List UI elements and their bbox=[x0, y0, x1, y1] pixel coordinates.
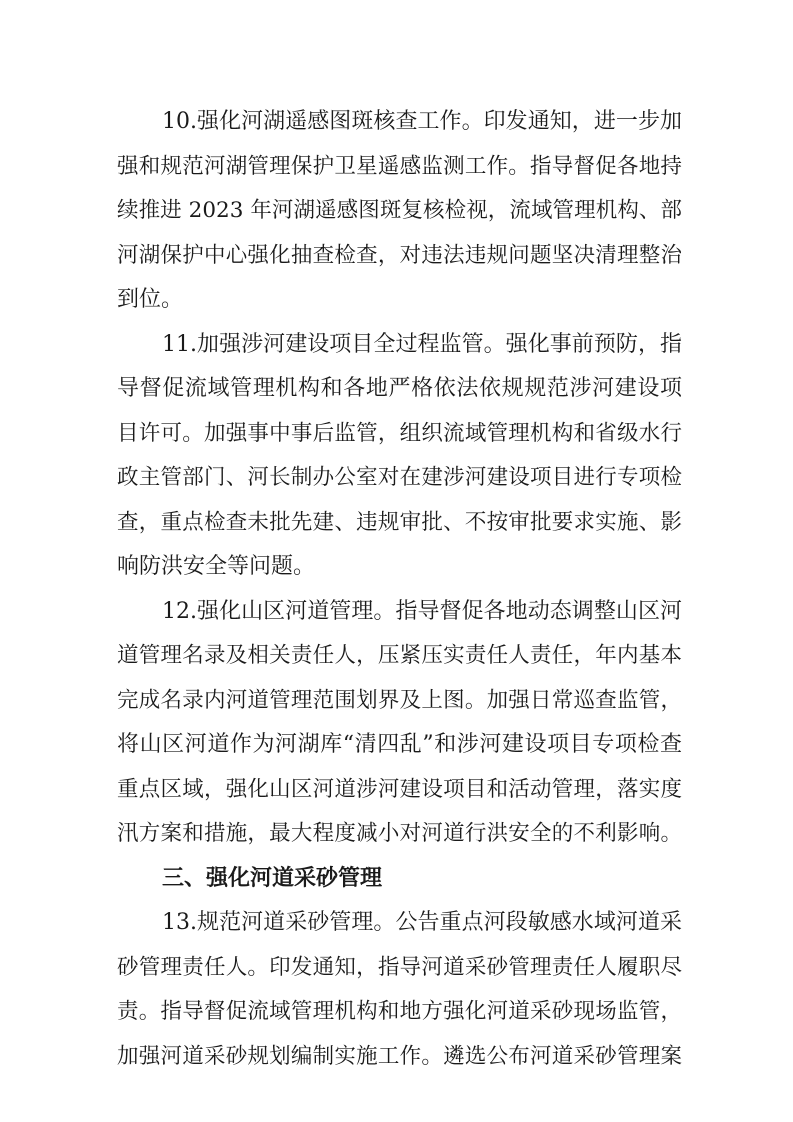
paragraph-11-line-1: 11.加强涉河建设项目全过程监管。强化事前预防，指 bbox=[162, 332, 682, 357]
paragraph-13-line-1: 13.规范河道采砂管理。公告重点河段敏感水域河道采 bbox=[162, 910, 682, 935]
paragraph-11-line-2: 导督促流域管理机构和各地严格依法依规规范涉河建设项 bbox=[117, 376, 682, 401]
paragraph-13-line-2: 砂管理责任人。印发通知，指导河道采砂管理责任人履职尽 bbox=[117, 955, 682, 980]
paragraph-13-line-4: 加强河道采砂规划编制实施工作。遴选公布河道采砂管理案 bbox=[117, 1044, 682, 1069]
paragraph-11-line-4: 政主管部门、河长制办公室对在建涉河建设项目进行专项检 bbox=[117, 465, 682, 490]
paragraph-12-line-5: 重点区域，强化山区河道涉河建设项目和活动管理，落实度 bbox=[117, 777, 682, 802]
paragraph-10-line-4: 河湖保护中心强化抽查检查，对违法违规问题坚决清理整治 bbox=[117, 243, 682, 268]
paragraph-11-line-6: 响防洪安全等问题。 bbox=[117, 554, 316, 579]
paragraph-10-line-1: 10.强化河湖遥感图斑核查工作。印发通知，进一步加 bbox=[162, 109, 682, 134]
section-heading: 三、强化河道采砂管理 bbox=[162, 866, 383, 891]
paragraph-11-line-5: 查，重点检查未批先建、违规审批、不按审批要求实施、影 bbox=[117, 510, 682, 535]
paragraph-12-line-2: 道管理名录及相关责任人，压紧压实责任人责任，年内基本 bbox=[117, 643, 682, 668]
paragraph-13-line-3: 责。指导督促流域管理机构和地方强化河道采砂现场监管， bbox=[117, 999, 682, 1024]
paragraph-10-line-3: 续推进 2023 年河湖遥感图斑复核检视，流域管理机构、部 bbox=[117, 198, 682, 223]
paragraph-10-line-2: 强和规范河湖管理保护卫星遥感监测工作。指导督促各地持 bbox=[117, 154, 682, 179]
paragraph-11-line-3: 目许可。加强事中事后监管，组织流域管理机构和省级水行 bbox=[117, 421, 682, 446]
paragraph-12-line-6: 汛方案和措施，最大程度减小对河道行洪安全的不利影响。 bbox=[117, 821, 682, 846]
paragraph-12-line-1: 12.强化山区河道管理。指导督促各地动态调整山区河 bbox=[162, 599, 682, 624]
paragraph-12-line-3: 完成名录内河道管理范围划界及上图。加强日常巡查监管， bbox=[117, 688, 682, 713]
paragraph-10-line-5: 到位。 bbox=[117, 287, 184, 312]
paragraph-12-line-4: 将山区河道作为河湖库“清四乱”和涉河建设项目专项检查 bbox=[117, 732, 682, 757]
